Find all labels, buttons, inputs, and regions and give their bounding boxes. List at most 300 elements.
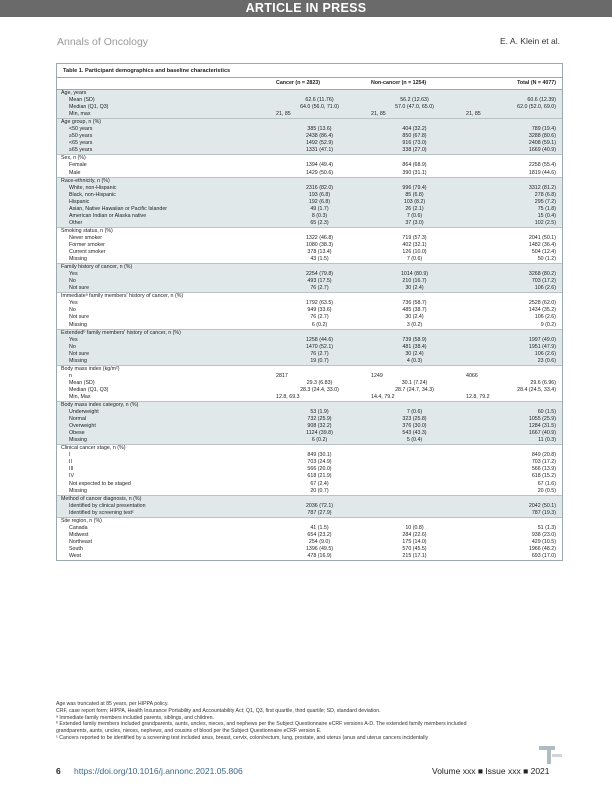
table-row <box>57 409 562 416</box>
row-label: Not expected to be staged <box>69 480 131 487</box>
table-row <box>57 97 562 104</box>
total-cell: 429 (10.5) <box>531 538 556 545</box>
cancer-cell: 1792 (63.5) <box>305 300 334 307</box>
non-cancer-cell <box>367 402 462 410</box>
table-row <box>57 488 562 496</box>
non-cancer-cell: 215 (17.1) <box>402 553 427 559</box>
table-row <box>57 546 562 553</box>
row-label: ≥65 years <box>57 147 272 155</box>
row-label: Min, Max <box>69 393 91 400</box>
total-cell <box>462 264 562 272</box>
row-label: Not sure <box>57 351 272 358</box>
total-cell <box>462 227 562 235</box>
table-row <box>57 104 562 111</box>
total-cell: 1819 (44.6) <box>528 169 556 176</box>
row-label: No <box>69 307 76 314</box>
non-cancer-cell: 543 (43.3) <box>367 430 462 437</box>
row-label: Min, max <box>57 111 272 119</box>
cancer-cell: 254 (9.0) <box>308 538 331 545</box>
total-cell: 703 (17.2) <box>462 278 562 285</box>
table-section-header <box>57 293 562 301</box>
cancer-cell <box>272 177 367 185</box>
row-label: Former smoker <box>69 241 105 248</box>
non-cancer-cell: 37 (3.0) <box>367 220 462 228</box>
row-label: Missing <box>57 437 272 445</box>
row-label: West <box>69 553 81 559</box>
total-cell: 693 (17.0) <box>531 553 556 559</box>
doi-link[interactable]: https://doi.org/10.1016/j.annonc.2021.05.806 <box>74 766 243 776</box>
page-number: 6 <box>56 766 61 776</box>
total-cell: 4066 <box>466 372 478 379</box>
non-cancer-cell: 7 (0.6) <box>367 409 462 416</box>
total-cell <box>462 90 562 98</box>
cancer-cell: 193 (6.8) <box>272 192 367 199</box>
total-cell: 106 (2.6) <box>462 351 562 358</box>
cancer-cell <box>272 517 367 525</box>
table-row <box>57 133 562 140</box>
cancer-cell: 385 (13.6) <box>272 126 367 133</box>
header-characteristic <box>57 78 272 90</box>
total-cell: 102 (2.5) <box>462 220 562 228</box>
total-cell: 1434 (35.2) <box>528 307 556 314</box>
non-cancer-cell: 916 (73.0) <box>367 140 462 147</box>
cancer-cell: 1429 (50.6) <box>305 169 334 176</box>
cancer-cell: 29.3 (6.83) <box>306 379 333 386</box>
cancer-cell: 1124 (39.8) <box>272 430 367 437</box>
table-row <box>57 249 562 256</box>
non-cancer-cell <box>367 466 462 473</box>
table-row <box>57 242 562 249</box>
total-cell: 60.6 (12.39) <box>462 97 562 104</box>
table-row <box>57 322 562 330</box>
row-label: IV <box>69 473 75 480</box>
demographics-table <box>57 78 562 560</box>
total-cell: 703 (17.2) <box>531 459 556 466</box>
cancer-cell: 908 (32.2) <box>272 423 367 430</box>
row-label: Race-ethnicity, n (%) <box>57 177 272 185</box>
table-row <box>57 285 562 293</box>
table-row <box>57 553 562 560</box>
row-label: South <box>69 545 83 552</box>
non-cancer-cell <box>367 452 462 459</box>
table-label: Table 1. <box>63 68 84 74</box>
total-cell <box>462 155 562 163</box>
row-label: Yes <box>69 300 78 307</box>
cancer-cell: 76 (2.7) <box>310 314 329 321</box>
non-cancer-cell: 56.2 (12.63) <box>367 97 462 104</box>
total-cell: 295 (7.2) <box>462 199 562 206</box>
cancer-cell: 8 (0.3) <box>272 213 367 220</box>
total-cell: 1667 (40.9) <box>462 430 562 437</box>
table-caption <box>57 64 562 78</box>
table-section-header <box>57 264 562 272</box>
total-cell: 23 (0.6) <box>462 358 562 366</box>
row-label: Sex, n (%) <box>57 155 272 163</box>
cancer-cell: 2254 (79.8) <box>272 271 367 278</box>
non-cancer-cell <box>367 488 462 496</box>
non-cancer-cell <box>367 459 462 466</box>
row-label: Northeast <box>69 538 92 545</box>
table-section-header <box>57 119 562 127</box>
total-cell: 2528 (62.0) <box>528 300 556 307</box>
non-cancer-cell: 57.0 (47.0, 65.0) <box>367 104 462 111</box>
cancer-cell: 1080 (38.3) <box>305 241 334 248</box>
total-cell: 2041 (50.1) <box>528 234 556 241</box>
table-row <box>57 337 562 344</box>
total-cell <box>462 365 562 373</box>
cancer-cell: 1331 (47.1) <box>272 147 367 155</box>
total-cell: 62.0 (52.0, 69.0) <box>462 104 562 111</box>
row-label: Body mass index (kg/m²) <box>57 365 272 373</box>
row-label: Median (Q1, Q3) <box>57 104 272 111</box>
row-label: III <box>69 466 74 473</box>
total-cell: 106 (2.6) <box>534 314 556 321</box>
non-cancer-cell: 481 (38.4) <box>367 344 462 351</box>
table-row <box>57 525 562 532</box>
cancer-cell <box>272 402 367 410</box>
table-row <box>57 437 562 445</box>
row-label: Male <box>69 169 81 176</box>
non-cancer-cell: 323 (25.8) <box>367 416 462 423</box>
cancer-cell: 76 (2.7) <box>272 351 367 358</box>
cancer-cell: 732 (25.9) <box>272 416 367 423</box>
table-row <box>57 387 562 394</box>
total-cell <box>462 495 562 503</box>
table-row <box>57 481 562 488</box>
total-cell: 15 (0.4) <box>462 213 562 220</box>
table-row <box>57 466 562 473</box>
table-row <box>57 271 562 278</box>
non-cancer-cell: 210 (16.7) <box>367 278 462 285</box>
row-label: Missing <box>69 256 87 263</box>
non-cancer-cell: 103 (8.2) <box>367 199 462 206</box>
non-cancer-cell <box>367 329 462 337</box>
non-cancer-cell <box>367 90 462 98</box>
table-section-header <box>57 155 562 163</box>
row-label: Immediateᵃ family members' history of cancer, n (%) <box>57 293 272 301</box>
footnote-line: ᵃ Immediate family members included parents, siblings, and children. <box>56 714 214 721</box>
table-row <box>57 510 562 518</box>
total-cell: 51 (1.3) <box>537 524 556 531</box>
total-cell: 1055 (25.9) <box>462 416 562 423</box>
footnote-line: CRF, case report form; HIPPA, Health Insurance Portability and Accountability Act; Q1, Q3, first quartile, third quartile; SD, standard deviation. <box>56 707 381 714</box>
table-row <box>57 256 562 264</box>
table-header-row <box>57 78 562 90</box>
table-row <box>57 532 562 539</box>
cancer-cell: 65 (2.3) <box>272 220 367 228</box>
row-label: Normal <box>57 416 272 423</box>
non-cancer-cell: 30.1 (7.24) <box>401 379 428 386</box>
row-label: Black, non-Hispanic <box>57 192 272 199</box>
non-cancer-cell: 21, 85 <box>367 111 462 119</box>
cancer-cell: 378 (13.4) <box>307 249 332 256</box>
table-row <box>57 185 562 192</box>
total-cell: 50 (1.2) <box>537 256 556 263</box>
total-cell: 504 (12.4) <box>531 249 556 256</box>
non-cancer-cell: 7 (0.6) <box>406 256 423 263</box>
table-row <box>57 199 562 206</box>
table-section-header <box>57 329 562 337</box>
non-cancer-cell: 10 (0.8) <box>405 524 424 531</box>
article-in-press-banner: ARTICLE IN PRESS <box>0 0 612 17</box>
publisher-logo-icon <box>537 742 565 768</box>
non-cancer-cell: 736 (58.7) <box>402 300 427 307</box>
total-cell <box>462 402 562 410</box>
row-label: Yes <box>57 271 272 278</box>
cancer-cell: 43 (1.5) <box>310 256 329 263</box>
cancer-cell: 53 (1.9) <box>272 409 367 416</box>
cancer-cell: 1394 (49.4) <box>305 162 334 169</box>
table-row <box>57 140 562 147</box>
non-cancer-cell <box>367 503 462 510</box>
total-cell: 1951 (47.9) <box>462 344 562 351</box>
non-cancer-cell: 485 (38.7) <box>402 307 427 314</box>
table-section-header <box>57 495 562 503</box>
footnote-line: ᶜ Cancers reported to be identified by a screening test included anus, breast, cervix, colon/rectum, lung, prostate, and uterus (anus and uterus cancers incidentally <box>56 734 429 741</box>
row-label: Other <box>57 220 272 228</box>
non-cancer-cell: 3 (0.2) <box>406 321 423 328</box>
total-cell: 1669 (40.9) <box>462 147 562 155</box>
row-label: <65 years <box>57 140 272 147</box>
row-label: Missing <box>57 358 272 366</box>
cancer-cell: 62.6 (11.76) <box>272 97 367 104</box>
table-row <box>57 452 562 459</box>
non-cancer-cell: 376 (30.0) <box>367 423 462 430</box>
total-cell <box>462 329 562 337</box>
row-label: Median (Q1, Q3) <box>69 386 109 393</box>
non-cancer-cell: 5 (0.4) <box>367 437 462 445</box>
table-row <box>57 235 562 242</box>
cancer-cell <box>272 329 367 337</box>
cancer-cell: 64.0 (56.0, 71.0) <box>272 104 367 111</box>
non-cancer-cell <box>367 365 462 373</box>
non-cancer-cell: 850 (67.8) <box>367 133 462 140</box>
table-title: Participant demographics and baseline characteristics <box>84 68 231 74</box>
row-label: Not sure <box>57 285 272 293</box>
total-cell: 12.8, 79.2 <box>466 393 490 400</box>
total-cell <box>462 119 562 127</box>
non-cancer-cell: 7 (0.6) <box>367 213 462 220</box>
row-label: I <box>69 452 71 459</box>
row-label: Body mass index category, n (%) <box>57 402 272 410</box>
volume-issue: Volume xxx ■ Issue xxx ■ 2021 <box>432 766 550 776</box>
non-cancer-cell: 338 (27.0) <box>367 147 462 155</box>
table-row <box>57 351 562 358</box>
cancer-cell <box>272 155 367 163</box>
cancer-cell: 21, 85 <box>272 111 367 119</box>
row-label: Method of cancer diagnosis, n (%) <box>57 495 272 503</box>
row-label: Midwest <box>69 531 89 538</box>
cancer-cell <box>272 90 367 98</box>
cancer-cell: 787 (27.9) <box>272 510 367 518</box>
table-section-header <box>57 177 562 185</box>
cancer-cell: 1258 (44.6) <box>272 337 367 344</box>
table-row <box>57 170 562 178</box>
total-cell: 618 (15.2) <box>531 473 556 480</box>
total-cell: 2408 (59.1) <box>462 140 562 147</box>
footnote-line: ᵇ Extended family members included grandparents, aunts, uncles, nieces, and nephews per the Subject Questionnaire eCRF versions A-D. The extended family members included <box>56 721 467 728</box>
non-cancer-cell <box>367 264 462 272</box>
row-label: Canada <box>69 524 88 531</box>
cancer-cell: 2316 (82.0) <box>272 185 367 192</box>
table-row <box>57 213 562 220</box>
row-label: Asian, Native Hawaiian or Pacific Islander <box>57 206 272 213</box>
non-cancer-cell <box>367 177 462 185</box>
row-label: Underweight <box>57 409 272 416</box>
cancer-cell: 493 (17.5) <box>272 278 367 285</box>
non-cancer-cell: 404 (32.2) <box>367 126 462 133</box>
total-cell: 67 (1.6) <box>537 480 556 487</box>
total-cell: 3268 (80.2) <box>462 271 562 278</box>
total-cell: 2258 (55.4) <box>528 162 556 169</box>
total-cell <box>462 293 562 301</box>
cancer-cell: 849 (30.1) <box>307 452 332 459</box>
table-footnotes <box>56 701 566 742</box>
row-label: Never smoker <box>69 234 102 241</box>
demographics-table-box <box>56 63 563 561</box>
row-label: Hispanic <box>57 199 272 206</box>
total-cell: 566 (13.9) <box>531 466 556 473</box>
total-cell: 1997 (49.0) <box>462 337 562 344</box>
non-cancer-cell <box>367 293 462 301</box>
table-row <box>57 459 562 466</box>
table-row <box>57 423 562 430</box>
footnote-line: grandparents, aunts, uncles, nieces, nephews, and cousins of blood per the Subject Questionnaire eCRF version E. <box>56 728 322 735</box>
table-row <box>57 380 562 387</box>
table-row <box>57 358 562 366</box>
total-cell: 29.6 (6.96) <box>530 379 556 386</box>
non-cancer-cell <box>367 495 462 503</box>
cancer-cell: 949 (33.6) <box>307 307 332 314</box>
total-cell: 789 (19.4) <box>462 126 562 133</box>
row-label: Identified by screening testᶜ <box>57 510 272 518</box>
cancer-cell: 49 (1.7) <box>272 206 367 213</box>
cancer-cell: 19 (0.7) <box>272 358 367 366</box>
table-row <box>57 307 562 314</box>
cancer-cell: 1396 (49.5) <box>305 545 334 552</box>
non-cancer-cell <box>367 119 462 127</box>
non-cancer-cell <box>367 473 462 480</box>
cancer-cell <box>272 227 367 235</box>
non-cancer-cell <box>367 481 462 488</box>
total-cell: 75 (1.8) <box>462 206 562 213</box>
total-cell: 2042 (50.1) <box>462 503 562 510</box>
row-label: n <box>69 372 72 379</box>
table-row <box>57 430 562 437</box>
footnote-line: Age was truncated at 85 years, per HIPPA policy. <box>56 701 169 707</box>
non-cancer-cell: 126 (10.0) <box>402 249 427 256</box>
table-row <box>57 126 562 133</box>
non-cancer-cell <box>367 155 462 163</box>
non-cancer-cell: 14.4, 79.2 <box>371 393 395 400</box>
row-label: Obese <box>57 430 272 437</box>
author-running-head: E. A. Klein et al. <box>499 36 560 46</box>
table-section-header <box>57 227 562 235</box>
non-cancer-cell <box>367 445 462 453</box>
row-label: Missing <box>69 487 87 494</box>
non-cancer-cell <box>367 517 462 525</box>
total-cell: 1966 (48.2) <box>528 545 556 552</box>
row-label: No <box>57 278 272 285</box>
cancer-cell <box>272 119 367 127</box>
row-label: II <box>69 459 72 466</box>
header-cancer: Cancer (n = 2823) <box>272 78 367 90</box>
row-label: Mean (SD) <box>57 97 272 104</box>
total-cell: 106 (2.6) <box>462 285 562 293</box>
table-row <box>57 162 562 169</box>
non-cancer-cell: 4 (0.3) <box>367 358 462 366</box>
table-row <box>57 416 562 423</box>
total-cell: 11 (0.3) <box>462 437 562 445</box>
table-section-header <box>57 402 562 410</box>
table-row <box>57 192 562 199</box>
cancer-cell: 28.3 (24.4, 33.0) <box>300 386 339 393</box>
cancer-cell: 41 (1.5) <box>310 524 329 531</box>
total-cell: 3288 (80.6) <box>462 133 562 140</box>
row-label: Missing <box>69 321 87 328</box>
row-label: Age group, n (%) <box>57 119 272 127</box>
row-label: ≥50 years <box>57 133 272 140</box>
total-cell: 9 (0.2) <box>540 321 556 328</box>
non-cancer-cell: 719 (57.3) <box>402 234 427 241</box>
cancer-cell <box>272 365 367 373</box>
non-cancer-cell <box>367 227 462 235</box>
table-section-header <box>57 90 562 98</box>
cancer-cell: 12.8, 69.3 <box>276 393 300 400</box>
total-cell: 21, 85 <box>462 111 562 119</box>
non-cancer-cell: 175 (14.0) <box>402 538 427 545</box>
cancer-cell: 6 (0.2) <box>311 321 328 328</box>
cancer-cell: 2036 (72.1) <box>272 503 367 510</box>
row-label: Overweight <box>57 423 272 430</box>
cancer-cell: 2438 (86.4) <box>272 133 367 140</box>
cancer-cell: 1322 (46.8) <box>305 234 334 241</box>
non-cancer-cell: 864 (68.9) <box>402 162 427 169</box>
row-label: Clinical cancer stage, n (%) <box>57 445 272 453</box>
cancer-cell: 618 (21.9) <box>307 473 332 480</box>
table-row <box>57 206 562 213</box>
row-label: Yes <box>57 337 272 344</box>
cancer-cell: 2817 <box>276 372 288 379</box>
journal-name: Annals of Oncology <box>57 36 149 48</box>
cancer-cell <box>272 264 367 272</box>
row-label: No <box>57 344 272 351</box>
cancer-cell: 192 (6.8) <box>272 199 367 206</box>
cancer-cell <box>272 445 367 453</box>
table-row <box>57 394 562 402</box>
row-label: Site region, n (%) <box>57 517 272 525</box>
total-cell: 1284 (31.5) <box>462 423 562 430</box>
table-row <box>57 503 562 510</box>
table-row <box>57 539 562 546</box>
row-label: Mean (SD) <box>69 379 95 386</box>
non-cancer-cell: 390 (31.1) <box>402 169 427 176</box>
non-cancer-cell: 30 (2.4) <box>367 285 462 293</box>
row-label: Smoking status, n (%) <box>57 227 272 235</box>
table-row <box>57 300 562 307</box>
total-cell: 3312 (81.2) <box>462 185 562 192</box>
header-total: Total (N = 4077) <box>462 78 562 90</box>
non-cancer-cell: 570 (45.5) <box>402 545 427 552</box>
cancer-cell: 76 (2.7) <box>272 285 367 293</box>
table-row <box>57 111 562 119</box>
non-cancer-cell: 284 (22.6) <box>402 531 427 538</box>
total-cell: 849 (20.8) <box>531 452 556 459</box>
table-section-header <box>57 517 562 525</box>
row-label: Not sure <box>69 314 90 321</box>
cancer-cell: 566 (20.0) <box>307 466 332 473</box>
non-cancer-cell: 28.7 (24.7, 34.3) <box>395 386 434 393</box>
